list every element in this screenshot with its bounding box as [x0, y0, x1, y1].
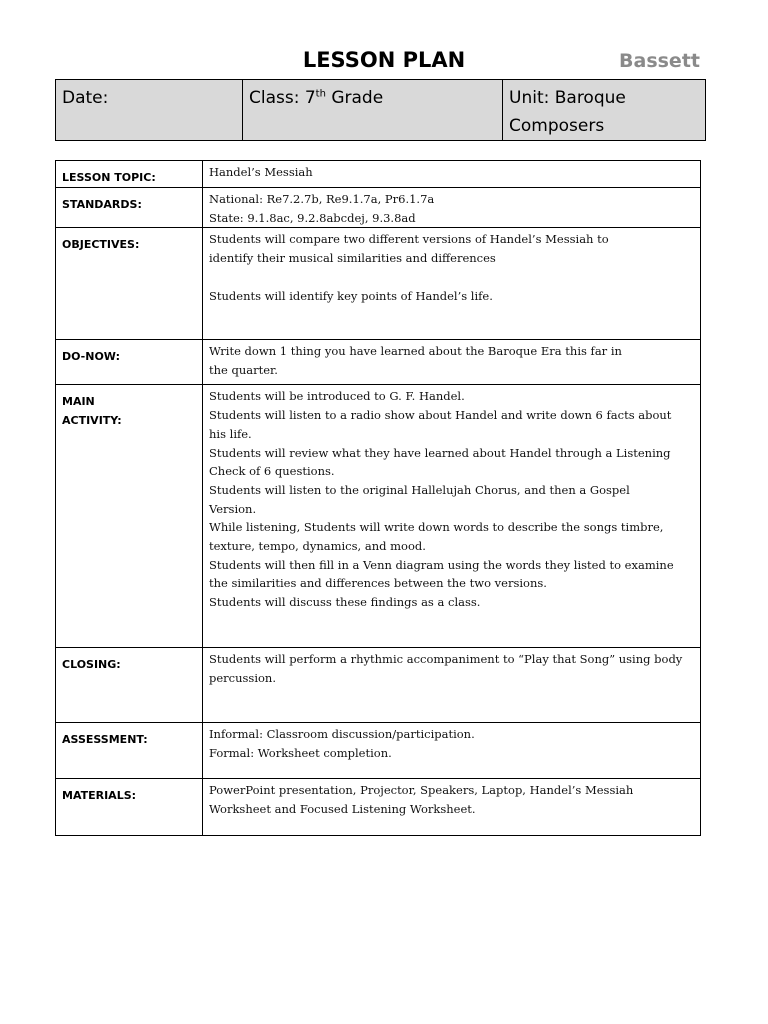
table-row [56, 228, 701, 340]
class-superscript: th [315, 88, 326, 100]
row-label-main-activity [56, 385, 203, 648]
row-content-topic [203, 161, 701, 188]
unit-cell [503, 80, 706, 141]
activity-line: Students will review what they have learned about Handel through a Listening [209, 445, 671, 460]
row-label-objectives: OBJECTIVES: [56, 228, 203, 340]
activity-line: Students will listen to the original Hallelujah Chorus, and then a Gospel [209, 482, 630, 497]
header-table [55, 79, 706, 141]
table-row [56, 161, 701, 188]
donow-line: Write down 1 thing you have learned about the Baroque Era this far in [209, 344, 622, 359]
activity-line: texture, tempo, dynamics, and mood. [209, 539, 426, 554]
activity-line: Students will be introduced to G. F. Handel. [209, 389, 465, 404]
spacer [209, 268, 694, 287]
unit-line-2: Composers [509, 116, 605, 136]
materials-line: PowerPoint presentation, Projector, Speakers, Laptop, Handel’s Messiah [209, 783, 634, 798]
date-label: Date: [62, 88, 109, 108]
table-row [56, 188, 701, 228]
unit-line-1: Unit: Baroque [509, 88, 626, 108]
main-label-line-2: ACTIVITY: [62, 414, 122, 428]
activity-line: the similarities and differences between the two versions. [209, 576, 547, 591]
class-cell [243, 80, 503, 141]
table-row [56, 340, 701, 385]
assessment-line: Informal: Classroom discussion/participation. [209, 727, 475, 742]
row-label-standards: STANDARDS: [56, 188, 203, 228]
row-label-donow: DO-NOW: [56, 340, 203, 385]
class-suffix: Grade [325, 88, 384, 108]
table-row [56, 385, 701, 648]
objective-line: Students will identify key points of Handel’s life. [209, 288, 493, 303]
row-content-materials [203, 779, 701, 836]
class-label [249, 88, 383, 108]
donow-line: the quarter. [209, 363, 278, 378]
row-label-topic: LESSON TOPIC: [56, 161, 203, 188]
standards-national: National: Re7.2.7b, Re9.1.7a, Pr6.1.7a [209, 192, 435, 206]
closing-line: Students will perform a rhythmic accompaniment to “Play that Song” using body [209, 652, 683, 667]
materials-line: Worksheet and Focused Listening Worksheet. [209, 802, 476, 817]
lesson-plan-table [55, 160, 701, 836]
activity-line: Students will then fill in a Venn diagram using the words they listed to examine [209, 557, 674, 572]
row-label-materials: MATERIALS: [56, 779, 203, 836]
assessment-line: Formal: Worksheet completion. [209, 746, 392, 761]
author-name: Bassett [619, 50, 700, 72]
table-row [56, 648, 701, 723]
table-row [56, 779, 701, 836]
closing-line: percussion. [209, 671, 276, 686]
row-content-assessment [203, 723, 701, 779]
class-prefix: Class: 7 [249, 88, 316, 108]
activity-line: Students will discuss these findings as a class. [209, 595, 481, 610]
row-content-standards [203, 188, 701, 228]
activity-line: Check of 6 questions. [209, 464, 335, 479]
topic-line: Handel’s Messiah [209, 165, 313, 179]
activity-line: Version. [209, 501, 257, 516]
objective-line: identify their musical similarities and differences [209, 251, 496, 266]
activity-line: Students will listen to a radio show about Handel and write down 6 facts about [209, 408, 672, 423]
row-content-closing [203, 648, 701, 723]
activity-line: While listening, Students will write down words to describe the songs timbre, [209, 520, 664, 535]
activity-line: his life. [209, 426, 252, 441]
row-label-assessment: ASSESSMENT: [56, 723, 203, 779]
row-content-donow [203, 340, 701, 385]
page-title: LESSON PLAN [302, 48, 466, 72]
standards-state: State: 9.1.8ac, 9.2.8abcdej, 9.3.8ad [209, 210, 416, 225]
main-label-line-1: MAIN [62, 395, 95, 409]
row-label-closing: CLOSING: [56, 648, 203, 723]
row-content-objectives [203, 228, 701, 340]
date-cell [56, 80, 243, 141]
table-row [56, 723, 701, 779]
row-content-main-activity [203, 385, 701, 648]
objective-line: Students will compare two different versions of Handel’s Messiah to [209, 232, 609, 247]
